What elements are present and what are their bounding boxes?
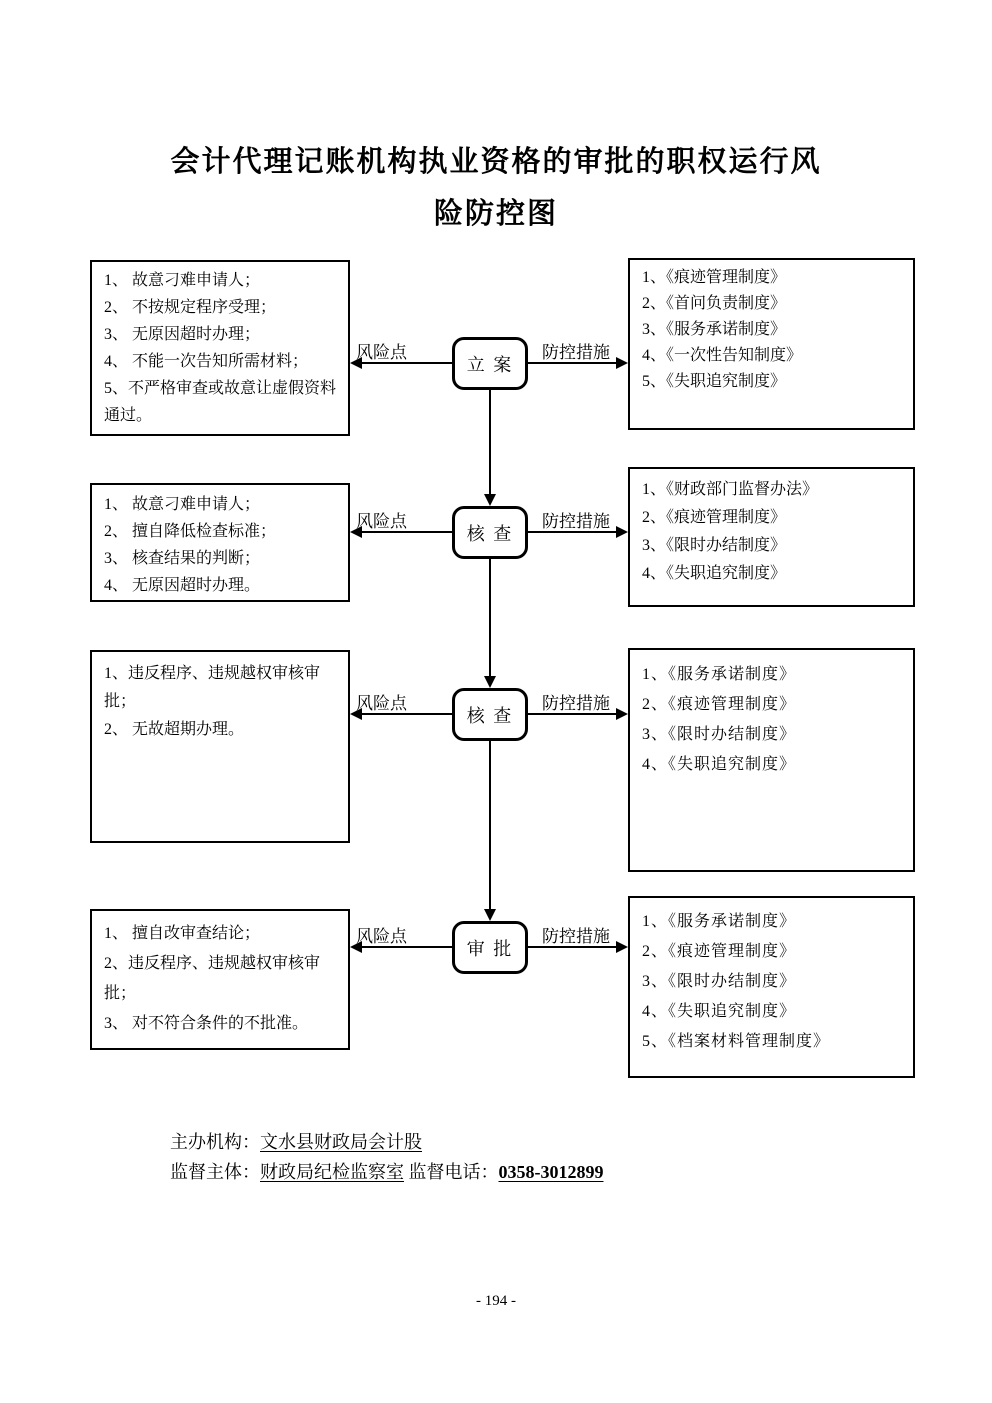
measure-item: 5、《档案材料管理制度》 [642,1033,831,1050]
risk-box-check2 [90,650,350,843]
measure-item: 2、《首问负责制度》 [642,295,787,312]
left-arrowhead-icon [350,708,362,720]
risk-item: 2、 擅自降低检查标准； [104,523,277,540]
stage-box-filing [452,337,528,390]
risk-item: 5、不严格审查或故意让虚假资料通过。 [104,380,337,424]
measure-item: 2、《痕迹管理制度》 [642,696,797,713]
right-arrowhead-icon [616,357,628,369]
page-number: - 194 - [476,1293,516,1309]
stage-label: 审 批 [466,938,514,959]
footer-org-line [170,1127,604,1157]
measure-item: 1、《服务承诺制度》 [642,666,797,683]
measures-box-filing [628,258,915,430]
control-measures-label: 防控措施 [542,343,610,362]
measure-item: 1、《财政部门监督办法》 [642,481,819,498]
phone-label: 监督电话： [408,1162,499,1182]
right-arrowhead-icon [616,708,628,720]
flow-connector-line [489,558,491,678]
arrow-line-to-measures [527,531,617,533]
arrow-line-to-risks [358,531,452,533]
arrow-line-to-risks [358,946,452,948]
arrow-line-to-risks [358,713,452,715]
risk-point-label: 风险点 [356,512,407,531]
flow-connector-line [489,390,491,496]
risk-item: 1、违反程序、违规越权审核审批； [104,665,321,710]
supervisor-label: 监督主体： [170,1162,260,1182]
measure-item: 2、《痕迹管理制度》 [642,943,797,960]
measure-item: 3、《限时办结制度》 [642,973,797,990]
down-arrowhead-icon [484,909,496,921]
footer-supervisor-line [170,1157,604,1187]
page-title-line2: 险防控图 [433,198,558,230]
risk-item: 2、违反程序、违规越权审核审批； [104,955,321,1002]
risk-item: 3、 无原因超时办理； [104,326,261,343]
stage-box-approval [452,921,528,974]
risk-item: 2、 无故超期办理。 [104,721,245,738]
down-arrowhead-icon [484,494,496,506]
supervisor-value: 财政局纪检监察室 [260,1162,404,1182]
control-measures-label: 防控措施 [542,512,610,531]
measure-item: 3、《限时办结制度》 [642,537,787,554]
measures-box-check1 [628,467,915,607]
page-title [0,136,992,240]
arrow-line-to-measures [527,362,617,364]
risk-point-label: 风险点 [356,694,407,713]
measure-item: 3、《限时办结制度》 [642,726,797,743]
risk-point-label: 风险点 [356,927,407,946]
measure-item: 2、《痕迹管理制度》 [642,509,787,526]
risk-item: 1、 擅自改审查结论； [104,925,261,942]
measure-item: 5、《失职追究制度》 [642,373,787,390]
measure-item: 4、《失职追究制度》 [642,756,797,773]
measures-box-check2 [628,648,915,872]
left-arrowhead-icon [350,941,362,953]
stage-box-check1 [452,506,528,559]
right-arrowhead-icon [616,941,628,953]
org-value: 文水县财政局会计股 [260,1132,422,1152]
measure-item: 4、《一次性告知制度》 [642,347,803,364]
measures-box-approval [628,896,915,1078]
control-measures-label: 防控措施 [542,927,610,946]
right-arrowhead-icon [616,526,628,538]
risk-item: 3、 对不符合条件的不批准。 [104,1015,309,1032]
page-title-line1: 会计代理记账机构执业资格的审批的职权运行风 [170,146,822,178]
risk-box-filing [90,260,350,436]
left-arrowhead-icon [350,357,362,369]
risk-item: 4、 不能一次告知所需材料； [104,353,309,370]
left-arrowhead-icon [350,526,362,538]
footer-info [170,1127,604,1187]
risk-item: 1、 故意刁难申请人； [104,496,261,513]
down-arrowhead-icon [484,676,496,688]
measure-item: 4、《失职追究制度》 [642,565,787,582]
stage-label: 立 案 [466,354,514,375]
stage-label: 核 查 [466,523,514,544]
risk-point-label: 风险点 [356,343,407,362]
risk-box-check1 [90,483,350,602]
arrow-line-to-risks [358,362,452,364]
arrow-line-to-measures [527,713,617,715]
flow-connector-line [489,740,491,910]
measure-item: 1、《痕迹管理制度》 [642,269,787,286]
risk-item: 2、 不按规定程序受理； [104,299,277,316]
phone-value: 0358-3012899 [498,1162,604,1182]
risk-item: 4、 无原因超时办理。 [104,577,261,594]
measure-item: 1、《服务承诺制度》 [642,913,797,930]
risk-box-approval [90,909,350,1050]
risk-item: 3、 核查结果的判断； [104,550,261,567]
org-label: 主办机构： [170,1132,260,1152]
control-measures-label: 防控措施 [542,694,610,713]
arrow-line-to-measures [527,946,617,948]
stage-box-check2 [452,688,528,741]
risk-item: 1、 故意刁难申请人； [104,272,261,289]
stage-label: 核 查 [466,705,514,726]
measure-item: 3、《服务承诺制度》 [642,321,787,338]
measure-item: 4、《失职追究制度》 [642,1003,797,1020]
